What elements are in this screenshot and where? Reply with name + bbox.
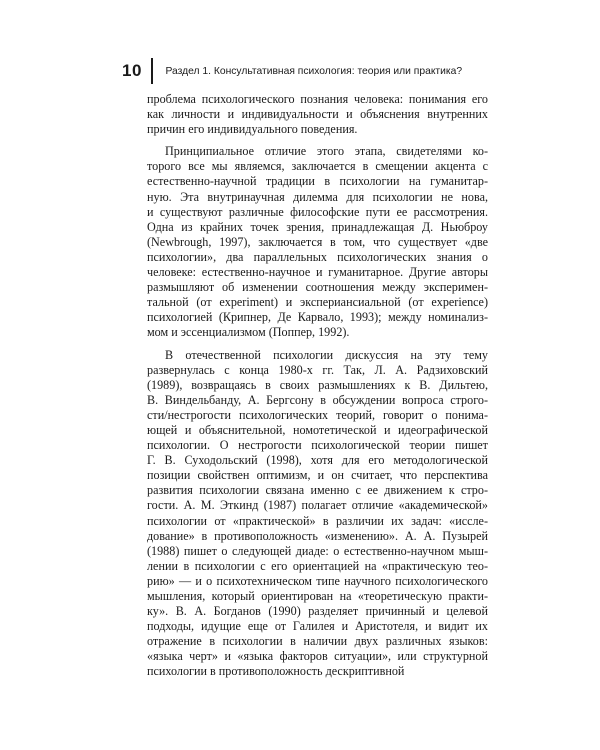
text-line: психологии», два параллельных психологических знания о [147,249,488,264]
text-line: ную. Эта внутринаучная дилемма для психологии не нова, [147,189,488,204]
text-line: сти/нестрогости психологических теорий, говорит о понима- [147,407,488,422]
text-line: отражение в психологии в наличии двух различных языков: [147,634,488,649]
page-header [122,57,462,85]
page-number: 10 [122,61,142,80]
text-line: В отечественной психологии дискуссия на эту тему [165,347,488,362]
paragraph-3 [147,348,488,680]
paragraph-1 [147,92,488,137]
text-line: лении в психологии с его ориентацией на «практическую тео- [147,558,488,573]
text-line: ку». В. А. Богданов (1990) разделяет причинный и целевой [147,604,488,619]
text-line: торого все мы являемся, заключается в смещении акцента с [147,159,488,174]
header-divider [151,58,153,84]
text-line: В. Виндельбанду, А. Бергсону в обсуждении вопроса строго- [147,392,488,407]
text-line: психологии в противоположность дескриптивной [147,664,405,679]
text-line: дование» в противоположность «изменению». А. А. Пузырей [147,528,488,543]
text-line: Г. В. Суходольский (1998), хотя для его методологической [147,453,488,468]
text-line: (1988) пишет о следующей диаде: о естественно-научном мыш- [147,543,488,558]
text-line: и существуют различные философские пути ее рассмотрения. [147,204,488,219]
text-line: как личности и индивидуальности и объяснения внутренних [147,107,488,122]
body-text [147,92,488,680]
text-line: Принципиальное отличие этого этапа, свидетелями ко- [165,144,488,159]
text-line: мом и эссенциализмом (Поппер, 1992). [147,325,350,340]
text-line: размышляют об изменении соотношения между эксперимен- [147,280,488,295]
text-line: гости. А. М. Эткинд (1987) полагает отличие «академической» [147,498,488,513]
text-line: психологией (Крипнер, Де Карвало, 1993); между номинализ- [147,310,488,325]
text-line: тальной (от experiment) и экспериансиальной (от experience) [147,295,488,310]
running-head: Раздел 1. Консультативная психология: теория или практика? [165,66,463,77]
text-line: позиции свойствен оптимизм, и он считает, что перспектива [147,468,488,483]
text-line: Одна из крайних точек зрения, принадлежащая Д. Ньюброу [147,219,488,234]
text-line: психологии от «практической» в различии их задач: «иссле- [147,513,488,528]
text-line: ющей и объяснительной, номотетической и идеографической [147,422,488,437]
text-line: «языка черт» и «языка факторов ситуации», или структурной [147,649,488,664]
text-line: рию» — и о психотехническом типе научного психологического [147,573,488,588]
text-line: развития психологии связана именно с ее движением к стро- [147,483,488,498]
text-line: развернулась с конца 1980-х гг. Так, Л. А. Радзиховский [147,362,488,377]
text-line: психологии. О нестрогости психологической теории пишет [147,438,488,453]
text-line: человеке: естественно-научное и гуманитарное. Другие авторы [147,265,488,280]
text-line: (1989), возвращаясь в своих размышлениях к В. Дильтею, [147,377,488,392]
text-line: причин его индивидуального поведения. [147,122,358,137]
text-line: естественно-научной традиции в психологии на гуманитар- [147,174,488,189]
text-line: подходы, идущие еще от Галилея и Аристотеля, и видит их [147,619,488,634]
text-line: (Newbrough, 1997), заключается в том, что существует «две [147,234,488,249]
text-line: мышления, который ориентирован на «теоретическую практи- [147,589,488,603]
paragraph-2 [147,144,488,340]
text-line: проблема психологического познания человека: понимания его [147,92,488,106]
